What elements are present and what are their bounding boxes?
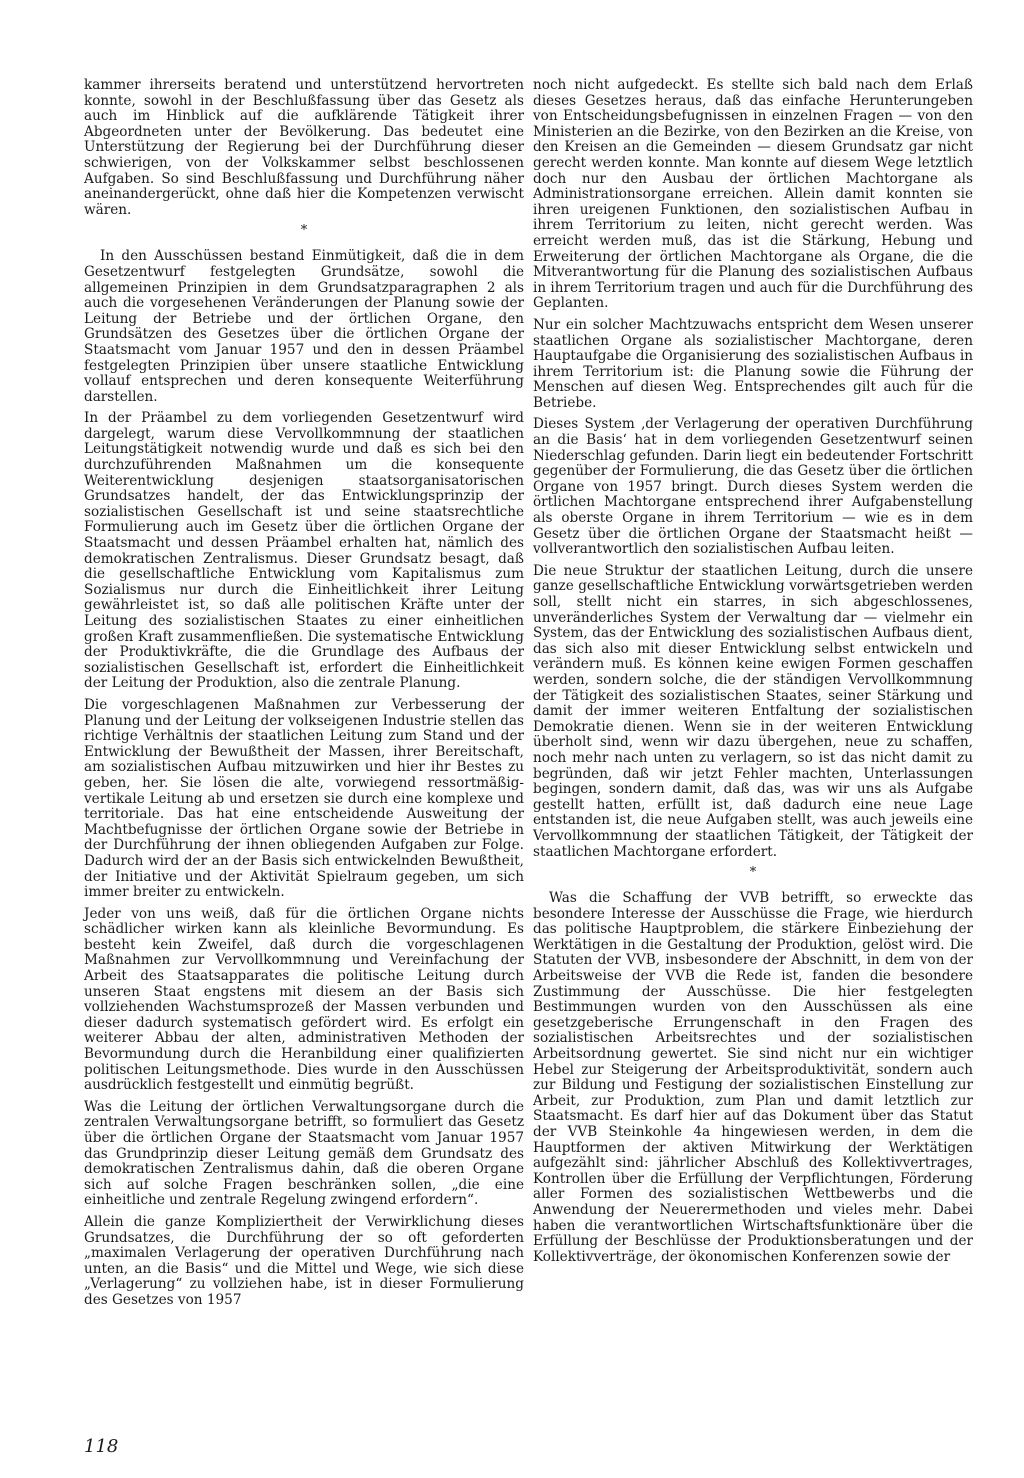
paragraph: Jeder von uns weiß, daß für die örtlichen Organe nichts schädlicher wirken kann als kleinliche Bevormundung. Es besteht kein Zweifel, daß durch die vorgeschlagenen Maßnahmen zur Vervollkommnung und Vereinfachung der Arbeit des Staatsapparates die politische Leitung durch unseren Staat engstens mit diesem an der Basis sich vollziehenden Wachstumsprozeß der Massen verbunden und dieser dadurch systematisch gefördert wird. Es erfolgt ein weiterer Abbau der alten, administrativen Methoden der Bevormundung durch die Heranbildung einer qualifizierten politischen Leitungsmethode. Dies wurde in den Ausschüssen ausdrücklich festgestellt und einmütig begrüßt.	[84, 905, 524, 1094]
section-separator: *	[300, 223, 308, 239]
paragraph: Was die Leitung der örtlichen Verwaltungsorgane durch die zentralen Verwaltungsorgane betrifft, so formuliert das Gesetz über die örtlichen Organe der Staatsmacht vom Januar 1957 das Grundprinzip dieser Leitung gemäß dem Grundsatz des demokratischen Zentralismus dahin, daß die oberen Organe sich auf solche Fragen beschränken sollen, „die eine einheitliche und zentrale Regelung zwingend erfordern“.	[84, 1098, 524, 1209]
paragraph: Was die Schaffung der VVB betrifft, so erweckte das besondere Interesse der Ausschüsse die Frage, wie hierdurch das politische Hauptproblem, die stärkere Einbeziehung der Werktätigen in die Gestaltung der Produktion, gelöst wird. Die Statuten der VVB, insbesondere der Abschnitt, in dem von der Arbeitsweise der VVB die Rede ist, fanden die besondere Zustimmung der Ausschüsse. Die hier festgelegten Bestimmungen wurden von den Ausschüssen als eine gesetzgeberische Errungenschaft in den Fragen des sozialistischen Arbeitsrechtes und der sozialistischen Arbeitsordnung gewertet. Sie sind nicht nur ein wichtiger Hebel zur Steigerung der Arbeitsproduktivität, sondern auch zur Bildung und Festigung der sozialistischen Einstellung zur Arbeit, zur Produktion, zum Plan und damit letztlich zur Staatsmacht. Es darf hier auf das Dokument über das Statut der VVB Steinkohle 4a hingewiesen werden, in dem die Hauptformen der aktiven Mitwirkung der Werktätigen aufgezählt sind: jährlicher Abschluß des Kollektivvertrages, Kontrollen über die Erfüllung der Verpflichtungen, Förderung aller Formen des sozialistischen Wettbewerbs und die Anwendung der Neuerermethoden und vieles mehr. Dabei haben die verantwortlichen Wirtschaftsfunktionäre über die Erfüllung der Beschlüsse der Produktionsberatungen und der Kollektivverträge, der ökonomischen Konferenzen sowie der	[533, 890, 973, 1265]
page-number: 118	[84, 1436, 119, 1457]
paragraph: Die neue Struktur der staatlichen Leitung, durch die unsere ganze gesellschaftliche Entwicklung vorwärtsgetrieben werden soll, stellt nicht ein starres, in sich abgeschlossenes, unveränderliches System der Verwaltung dar — vielmehr ein System, das der Entwicklung des sozialistischen Aufbaus dient, das sich also mit dieser Entwicklung selbst entwickeln und verändern muß. Es können keine ewigen Formen geschaffen werden, sondern solche, die der ständigen Vervollkommnung der Tätigkeit des sozialistischen Staates, seiner Stärkung und damit der immer weiteren Entfaltung der sozialistischen Demokratie dienen. Wenn sie in der weiteren Entwicklung überholt sind, wenn wir dazu übergehen, neue zu schaffen, noch mehr nach unten zu verlagern, so ist das nicht damit zu begründen, daß wir jetzt Fehler machten, Unterlassungen begingen, sondern damit, daß das, was wir uns als Aufgabe gestellt hatten, erfüllt ist, daß dadurch eine neue Lage entstanden ist, die neue Aufgaben stellt, was auch jeweils eine Vervollkommnung der staatlichen Tätigkeit, der Tätigkeit der staatlichen Machtorgane erfordert.	[533, 562, 973, 860]
paragraph: Dieses System ‚der Verlagerung der operativen Durchführung an die Basis‘ hat in dem vorliegenden Gesetzentwurf seinen Niederschlag gefunden. Darin liegt ein bedeutender Fortschritt gegenüber der Formulierung, die das Gesetz über die örtlichen Organe von 1957 bringt. Durch dieses System werden die örtlichen Machtorgane entsprechend ihrer Aufgabenstellung als oberste Organe in ihrem Territorium — wie es in dem Gesetz über die örtlichen Organe der Staatsmacht heißt — vollverantwortlich den sozialistischen Aufbau leiten.	[533, 416, 973, 558]
paragraph: Die vorgeschlagenen Maßnahmen zur Verbesserung der Planung und der Leitung der volkseigenen Industrie stellen das richtige Verhältnis der staatlichen Leitung zum Stand und der Entwicklung der Bewußtheit der Massen, ihrer Bereitschaft, am sozialistischen Aufbau mitzuwirken und hier ihr Bestes zu geben, her. Sie lösen die alte, vorwiegend ressortmäßig-vertikale Leitung ab und ersetzen sie durch eine komplexe und territoriale. Das hat eine entscheidende Ausweitung der Machtbefugnisse der örtlichen Organe sowie der Betriebe in der Durchführung der ihnen obliegenden Aufgaben zur Folge. Dadurch wird der an der Basis sich entwickelnden Bewußtheit, der Initiative und der Aktivität Spielraum gegeben, um sich immer breiter zu entwickeln.	[84, 696, 524, 901]
section-separator: *	[749, 865, 757, 881]
paragraph: Nur ein solcher Machtzuwachs entspricht dem Wesen unserer staatlichen Organe als sozialistischer Machtorgane, deren Hauptaufgabe die Organisierung des sozialistischen Aufbaus in ihrem Territorium ist: die Planung sowie die Führung der Menschen auf diesen Weg. Entsprechendes gilt auch für die Betriebe.	[533, 316, 973, 411]
right-column	[533, 78, 973, 1271]
paragraph: Allein die ganze Kompliziertheit der Verwirklichung dieses Grundsatzes, die Durchführung der so oft geforderten „maximalen Verlagerung der operativen Durchführung nach unten, an die Basis“ und die Mittel und Wege, wie sich diese „Verlagerung“ zu vollziehen habe, ist in dieser Formulierung des Gesetzes von 1957	[84, 1213, 524, 1308]
paragraph: In der Präambel zu dem vorliegenden Gesetzentwurf wird dargelegt, warum diese Vervollkommnung der staatlichen Leitungstätigkeit notwendig wurde und daß es sich bei den durchzuführenden Maßnahmen um die konsequente Weiterentwicklung desjenigen staatsorganisatorischen Grundsatzes handelt, der das Entwicklungsprinzip der sozialistischen Gesellschaft ist und seine staatsrechtliche Formulierung auch im Gesetz über die örtlichen Organe der Staatsmacht und dessen Präambel erhalten hat, nämlich des demokratischen Zentralismus. Dieser Grundsatz besagt, daß die gesellschaftliche Entwicklung vom Kapitalismus zum Sozialismus nur durch die Einheitlichkeit ihrer Leitung gewährleistet ist, so daß alle politischen Kräfte unter der Leitung des sozialistischen Staates zu einer einheitlichen großen Kraft zusammenfließen. Die systematische Entwicklung der Produktivkräfte, die die Grundlage des Aufbaus der sozialistischen Gesellschaft ist, erfordert die Einheitlichkeit der Leitung der Produktion, also die zentrale Planung.	[84, 410, 524, 692]
paragraph: In den Ausschüssen bestand Einmütigkeit, daß die in dem Gesetzentwurf festgelegten Grundsätze, sowohl die allgemeinen Prinzipien in dem Grundsatzparagraphen 2 als auch die vorgesehenen Veränderungen der Planung sowie der Leitung der Betriebe und der örtlichen Organe, den Grundsätzen des Gesetzes über die örtlichen Organe der Staatsmacht vom Januar 1957 und den in dessen Präambel festgelegten Prinzipien über unsere staatliche Entwicklung vollauf entsprechen und deren konsequente Weiterführung darstellen.	[84, 248, 524, 405]
paragraph: kammer ihrerseits beratend und unterstützend hervortreten konnte, sowohl in der Beschlußfassung über das Gesetz als auch im Hinblick auf die aufklärende Tätigkeit ihrer Abgeordneten unter der Bevölkerung. Das bedeutet eine Unterstützung der Regierung bei der Durchführung dieser schwierigen, von der Volkskammer selbst beschlossenen Aufgaben. So sind Beschlußfassung und Durchführung näher aneinandergerückt, ohne daß hier die Kompetenzen verwischt wären.	[84, 77, 524, 218]
left-column	[84, 78, 524, 1315]
paragraph: noch nicht aufgedeckt. Es stellte sich bald nach dem Erlaß dieses Gesetzes heraus, daß das einfache Herunterungeben von Entscheidungsbefugnissen in einzelnen Fragen — von den Ministerien an die Bezirke, von den Bezirken an die Kreise, von den Kreisen an die Gemeinden — diesem Grundsatz gar nicht gerecht werden konnte. Man konnte auf diesem Wege letztlich doch nur den Ausbau der örtlichen Machtorgane als Administrationsorgane erreichen. Allein damit konnten sie ihren ureigenen Funktionen, den sozialistischen Aufbau in ihrem Territorium zu leiten, nicht gerecht werden. Was erreicht werden muß, das ist die Stärkung, Hebung und Erweiterung der örtlichen Machtorgane als Organe, die die Mitverantwortung für die Planung des sozialistischen Aufbaus in ihrem Territorium tragen und auch für die Durchführung des Geplanten.	[533, 77, 973, 312]
